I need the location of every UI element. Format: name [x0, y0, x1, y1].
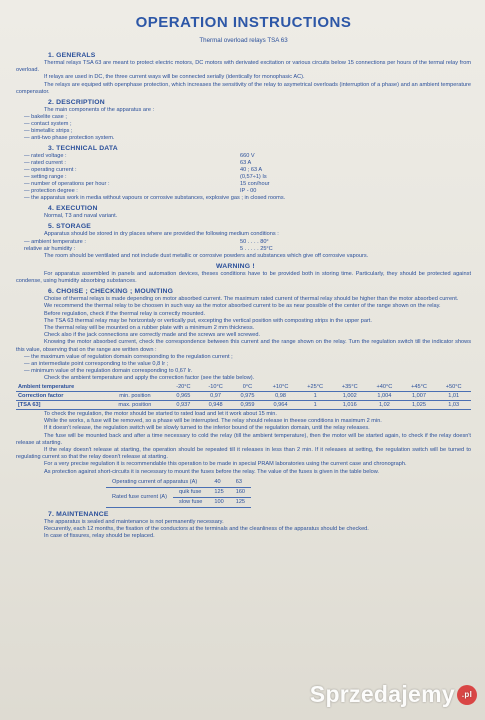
storage-paragraph: The room should be ventilated and not include dust metallic or corrosive powders and substances which give off corrosive vapours.: [44, 252, 369, 259]
check-paragraph: To check the regulation, the motor should be started to rated load and let it work about 15 min.: [44, 411, 277, 418]
mounting-paragraph: Before regulation, check if the thermal relay is correctly mounted.: [44, 310, 206, 317]
correction-factor-table: [16, 383, 471, 410]
mounting-paragraph: Check also if the jack connections are correctly made and the screws are well screwed.: [44, 332, 261, 339]
tech-label: — operating current :: [24, 167, 77, 174]
mounting-paragraph: Choise of thermal relays is made depending on motor absorbed current. The maximum rated current of thermal relay should be higher than the motor absorbed current.: [44, 296, 459, 303]
table-cell: -20°C: [167, 383, 199, 392]
table-cell: 1: [298, 401, 333, 410]
tech-value: IP - 00: [240, 188, 257, 195]
table-cell: 1: [298, 392, 333, 401]
generals-paragraph: If relays are used in DC, the three current ways will be connected serially (identically for monophasic AC).: [44, 74, 305, 81]
description-item: — bakelite case ;: [24, 114, 67, 121]
table-cell: -10°C: [199, 383, 231, 392]
description-item: — contact system ;: [24, 121, 72, 128]
description-intro: The main components of the apparatus are :: [44, 107, 155, 114]
tech-label: — setting range :: [24, 174, 67, 181]
tech-value: 660 V: [240, 153, 255, 160]
table-cell: +40°C: [367, 383, 402, 392]
table-cell: +25°C: [298, 383, 333, 392]
table-cell: 0,937: [167, 401, 199, 410]
table-cell: +35°C: [332, 383, 367, 392]
storage-value: 5 . . . . . 25°C: [240, 245, 273, 252]
tech-row: [24, 153, 471, 160]
table-cell: 63: [230, 478, 251, 488]
section-maintenance-heading: 7. MAINTENANCE: [48, 510, 109, 518]
table-cell: 1,025: [402, 401, 437, 410]
storage-value: 50 . . . . 80°: [240, 238, 269, 245]
tech-row: [24, 188, 471, 195]
table-cell: 0,948: [199, 401, 231, 410]
description-item: — anti-two phase protection system.: [24, 135, 115, 142]
check-paragraph: As protection against short-circuits it is necessary to mount the fuses before the relay. The value of the fuses is given in the table below.: [44, 468, 379, 475]
table-cell: 0,964: [263, 401, 298, 410]
watermark-text: Sprzedajemy: [309, 681, 455, 707]
table-cell: 1,004: [367, 392, 402, 401]
tech-label: — number of operations per hour :: [24, 181, 110, 188]
table-header: Ambient temperature: [16, 383, 167, 392]
section-mounting-heading: 6. CHOISE ; CHECKING ; MOUNTING: [48, 288, 174, 296]
mounting-paragraph: We recommend the thermal relay to be choosen in such way as the motor absorbed current to be as near possible of the center of the range shown on the relay.: [44, 303, 441, 310]
table-cell: 160: [230, 487, 251, 497]
table-subheader: quik fuse: [173, 487, 208, 497]
table-cell: 0,965: [167, 392, 199, 401]
mounting-paragraph: Check the ambient temperature and apply the correction factor (see the table below).: [44, 374, 255, 381]
check-paragraph: If the relay doesn't release at starting, the operation should be repeated till it releases in less than 2 min. If it releases at setting, the regulation switch will be turned to regulating current so that the relay doesn't release at starting.: [16, 447, 471, 461]
storage-paragraph: For apparatus assembled in panels and automation devices, theses conditions have to be provided both in storing time. Particularly, they should be protected against condense, using humidity absorbing substances.: [16, 270, 471, 285]
tech-row: [24, 167, 471, 174]
table-cell: 1,03: [436, 401, 471, 410]
fuse-table: [106, 478, 251, 508]
range-item: — minimum value of the regulation domain corresponding to 0,67 Ir.: [24, 367, 193, 374]
range-item: — an intermediate point corresponding to the value 0,8 Ir ;: [24, 360, 169, 367]
table-cell: 1,007: [402, 392, 437, 401]
table-cell: 1,002: [332, 392, 367, 401]
check-paragraph: The fuse will be mounted back and after a time necessary to cold the relay (till the ambient temperature), then the motor will be started again, to check if the relay doesn't release at starting.: [16, 432, 471, 446]
table-subheader: max. position: [103, 401, 168, 410]
check-paragraph: While the works, a fuse will be removed, so a phase will be interrupted. The relay should release in theese conditions in maximum 2 min.: [44, 418, 382, 425]
storage-paragraph: Apparatus should be stored in dry places where are provided the following medium conditions :: [44, 231, 279, 238]
table-cell: +50°C: [436, 383, 471, 392]
description-item: — bimetallic strips ;: [24, 128, 73, 135]
tech-value: 63 A: [240, 160, 252, 167]
page-subtitle: Thermal overload relays TSA 63: [199, 37, 288, 44]
mounting-paragraph: Knowing the motor absorbed current, check the correspondence between this current and the range shown on the relay. Turn the regulation switch till the indicator shows this value, observing that on the range are written down :: [16, 339, 471, 353]
table-subheader: min. position: [103, 392, 168, 401]
table-header: Correction factor: [16, 392, 103, 401]
table-row: [16, 401, 471, 410]
site-watermark: [310, 681, 477, 708]
table-row: [16, 392, 471, 401]
tech-value: 40 ; 63 A: [240, 167, 263, 174]
page-title: OPERATION INSTRUCTIONS: [135, 14, 352, 31]
watermark-badge: .pl: [457, 685, 477, 705]
range-item: — the maximum value of regulation domain corresponding to the regulation current ;: [24, 353, 233, 360]
tech-label: — rated current :: [24, 160, 66, 167]
storage-label: relative air humidity :: [24, 245, 76, 252]
table-row: [106, 487, 251, 497]
table-row: [16, 383, 471, 392]
tech-label: — rated voltage :: [24, 153, 67, 160]
table-cell: 125: [230, 497, 251, 507]
table-row: [106, 478, 251, 488]
table-cell: 1,01: [436, 392, 471, 401]
execution-text: Normal, T3 and naval variant.: [44, 213, 118, 220]
document-body: [16, 10, 471, 541]
storage-label: — ambient temperature :: [24, 238, 86, 245]
table-cell: 40: [208, 478, 229, 488]
maintenance-paragraph: Recurently, each 12 months, the fixation of the conductors at the terminals and the cleanliness of the apparatus should be checked.: [44, 526, 369, 533]
table-header: Operating current of apparatus (A): [106, 478, 208, 488]
section-technical-heading: 3. TECHNICAL DATA: [48, 145, 118, 153]
generals-paragraph: Thermal relays TSA 63 are meant to protect electric motors, DC motors with derivated excitation or various circuits below 15 connections per hours of the termal relay from overload.: [16, 60, 471, 74]
table-cell: 0,959: [232, 401, 264, 410]
storage-condition: [24, 239, 471, 246]
generals-paragraph: The relays are equiped with openphase protection, which increases the sensitivity of the relay to asymetrical overloads (interruption of a phase) and an ambient temperature compensator.: [16, 81, 471, 95]
table-header: [TSA 63]: [16, 401, 103, 410]
mounting-paragraph: The TSA 63 thermal relay may be horizontaly or vertically put, excepting the vertical position with composting strips in the upper part.: [44, 317, 372, 324]
table-cell: +45°C: [402, 383, 437, 392]
table-cell: 1,016: [332, 401, 367, 410]
storage-condition: [24, 246, 471, 253]
maintenance-paragraph: The apparatus is sealed and maintenance is not permanently necessary.: [44, 518, 224, 525]
section-storage-heading: 5. STORAGE: [48, 223, 92, 231]
table-cell: +10°C: [263, 383, 298, 392]
table-cell: 125: [208, 487, 229, 497]
table-cell: 0,97: [199, 392, 231, 401]
maintenance-paragraph: In case of fissures, relay should be replaced.: [44, 533, 155, 540]
section-generals-heading: 1. GENERALS: [48, 52, 96, 59]
section-description-heading: 2. DESCRIPTION: [48, 99, 105, 107]
tech-row: — the apparatus work in media without vapours or corrosive substances, explosive gas ; in closed rooms.: [24, 195, 286, 202]
warning-heading: WARNING !: [216, 262, 255, 270]
tech-row: [24, 181, 471, 188]
tech-row: [24, 174, 471, 181]
mounting-paragraph: The thermal relay will be mounted on a rubber plate with a minimum 2 mm thickness.: [44, 325, 255, 332]
section-execution-heading: 4. EXECUTION: [48, 205, 98, 213]
table-subheader: slow fuse: [173, 497, 208, 507]
tech-value: 15 con/hour: [240, 181, 270, 188]
table-cell: 0,975: [232, 392, 264, 401]
tech-label: — protection degree :: [24, 188, 78, 195]
check-paragraph: If it doesn't release, the regulation switch will be slowly turned to the inferior bound of the regulation domain, until the relay releases.: [44, 425, 370, 432]
table-cell: 100: [208, 497, 229, 507]
table-header: Rated fuse current (A): [106, 487, 173, 507]
check-paragraph: For a very precise regulation it is recommendable this operation to be made in special PRAM laboratories using the current case and chronograph.: [44, 461, 407, 468]
table-cell: 0°C: [232, 383, 264, 392]
table-cell: 1,02: [367, 401, 402, 410]
tech-row: [24, 160, 471, 167]
table-cell: 0,98: [263, 392, 298, 401]
tech-value: (0,57÷1) Is: [240, 174, 267, 181]
